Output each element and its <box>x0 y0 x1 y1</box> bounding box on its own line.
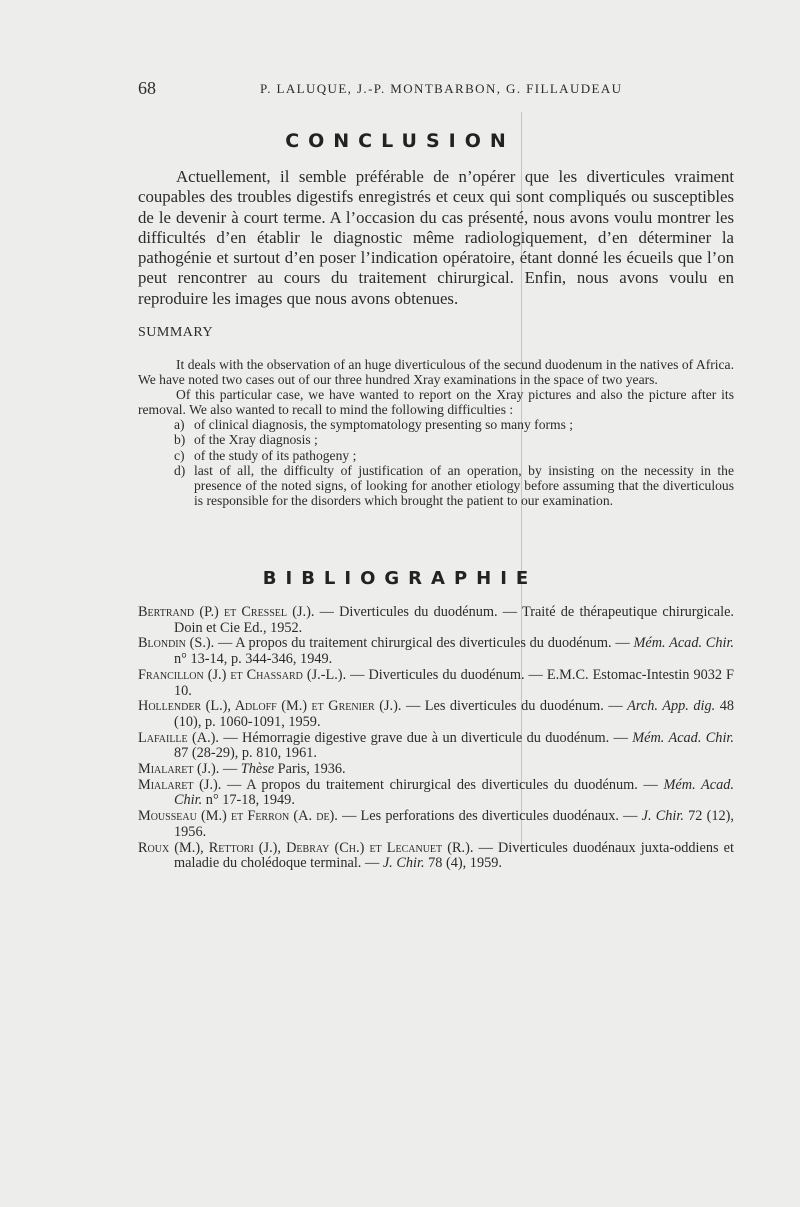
bib-entry <box>138 841 734 872</box>
bib-entry <box>138 809 734 840</box>
bib-entry <box>138 636 734 667</box>
summary-paragraph-2: Of this particular case, we have wanted to report on the Xray pictures and also the picture after its removal. We also wanted to recall to mind the following difficulties : <box>138 387 734 418</box>
bib-body: — Diverticules duodénaux juxta-oddiens et maladie du cholédoque terminal. — <box>174 839 734 872</box>
bib-entry <box>138 605 734 636</box>
bib-body: — A propos du traitement chirurgical des diverticules du duodénum. — <box>221 776 664 793</box>
bibliography-heading: BIBLIOGRAPHIE <box>262 568 538 589</box>
bib-authors: Mialaret (J.). <box>138 761 220 778</box>
bib-entry <box>138 668 734 699</box>
bib-journal: Mém. Acad. Chir. <box>633 635 734 652</box>
difficulties-list <box>138 417 734 508</box>
bib-authors: Bertrand (P.) et Cressel (J.). <box>138 604 315 620</box>
list-item <box>138 448 734 463</box>
list-item-text: of the Xray diagnosis ; <box>194 432 318 448</box>
list-marker: d) <box>174 462 186 478</box>
bib-body: — Les diverticules du duodénum. — <box>401 698 628 715</box>
bib-tail: n° 13-14, p. 344-346, 1949. <box>174 651 333 668</box>
bibliography-list <box>138 605 734 872</box>
list-item-text: of clinical diagnosis, the symptomatology presenting so many forms ; <box>194 417 574 433</box>
list-marker: b) <box>174 432 186 448</box>
bib-body: — <box>219 761 241 778</box>
conclusion-text <box>138 167 734 309</box>
bib-tail: 72 (12), 1956. <box>174 808 734 840</box>
bib-tail: 87 (28-29), p. 810, 1961. <box>174 745 317 762</box>
bib-tail: Paris, 1936. <box>274 761 346 778</box>
bib-entry <box>138 778 734 809</box>
list-item <box>138 417 734 432</box>
summary-body <box>138 357 734 508</box>
bib-journal: Mém. Acad. Chir. <box>632 729 734 746</box>
bib-authors: Hollender (L.), Adloff (M.) et Grenier (J.). <box>138 698 402 715</box>
bib-journal: J. Chir. <box>641 808 684 825</box>
bib-authors: Blondin (S.). <box>138 635 215 652</box>
bib-tail: 78 (4), 1959. <box>424 855 502 872</box>
bib-body: — A propos du traitement chirurgical des diverticules du duodénum. — <box>214 635 634 652</box>
list-item <box>138 432 734 447</box>
bib-tail: 48 (10), p. 1060-1091, 1959. <box>174 698 734 730</box>
list-item <box>138 463 734 508</box>
header-authors: P. LALUQUE, J.-P. MONTBARBON, G. FILLAUDEAU <box>260 81 623 96</box>
bib-journal: J. Chir. <box>382 855 425 872</box>
bib-authors: Mousseau (M.) et Ferron (A. de). <box>138 808 338 825</box>
bib-entry <box>138 731 734 762</box>
bib-journal: Arch. App. dig. <box>627 698 716 715</box>
list-item-text: of the study of its pathogeny ; <box>194 447 357 463</box>
conclusion-heading: CONCLUSION <box>285 130 515 152</box>
bib-body: — Diverticules du duodénum. — E.M.C. Estomac-Intestin 9032 F 10. <box>174 666 734 699</box>
page-number: 68 <box>138 78 156 98</box>
running-header <box>138 78 736 98</box>
list-item-text: last of all, the difficulty of justification of an operation, by insisting on the necessity in the presence of the noted signs, of looking for another etiology before assuming that the diverticulous is responsible for the disorders which brought the patient to our examination. <box>194 462 734 508</box>
bib-authors: Mialaret (J.). <box>138 776 222 793</box>
bib-authors: Roux (M.), Rettori (J.), Debray (Ch.) et Lecanuet (R.). <box>138 839 474 856</box>
bib-tail: n° 17-18, 1949. <box>202 792 295 809</box>
bib-body: — Hémorragie digestive grave due à un diverticule du duodénum. — <box>219 729 633 746</box>
bib-authors: Francillon (J.) et Chassard (J.-L.). <box>138 666 347 683</box>
summary-title: SUMMARY <box>138 325 214 340</box>
conclusion-paragraph: Actuellement, il semble préférable de n’opérer que les diverticules vraiment coupables des troubles digestifs enregistrés et ceux qui sont compliqués ou susceptibles de le devenir à court terme. A l’occasion du cas présenté, nous avons voulu montrer les difficultés d’en établir le diagnostic même radiologiquement, d’en déterminer la pathogénie et surtout d’en poser l’indication opératoire, étant donné les écueils que l’on peut rencontrer au cours du traitement chirurgical. Enfin, nous avons voulu en reproduire les images que nous avons obtenues. <box>138 167 734 308</box>
list-marker: c) <box>174 447 185 463</box>
bib-journal: Thèse <box>240 761 275 778</box>
list-marker: a) <box>174 417 185 433</box>
bib-entry <box>138 699 734 730</box>
summary-paragraph-1: It deals with the observation of an huge diverticulous of the secund duodenum in the natives of Africa. We have noted two cases out of our three hundred Xray examinations in the space of two years. <box>138 357 734 388</box>
bib-body: — Diverticules du duodénum. — Traité de thérapeutique chirurgicale. Doin et Cie Ed., 1952. <box>174 604 735 636</box>
bib-journal: Mém. Acad. Chir. <box>174 776 735 809</box>
bib-entry <box>138 762 734 778</box>
bib-body: — Les perforations des diverticules duodénaux. — <box>337 808 642 825</box>
bib-authors: Lafaille (A.). <box>138 729 220 746</box>
